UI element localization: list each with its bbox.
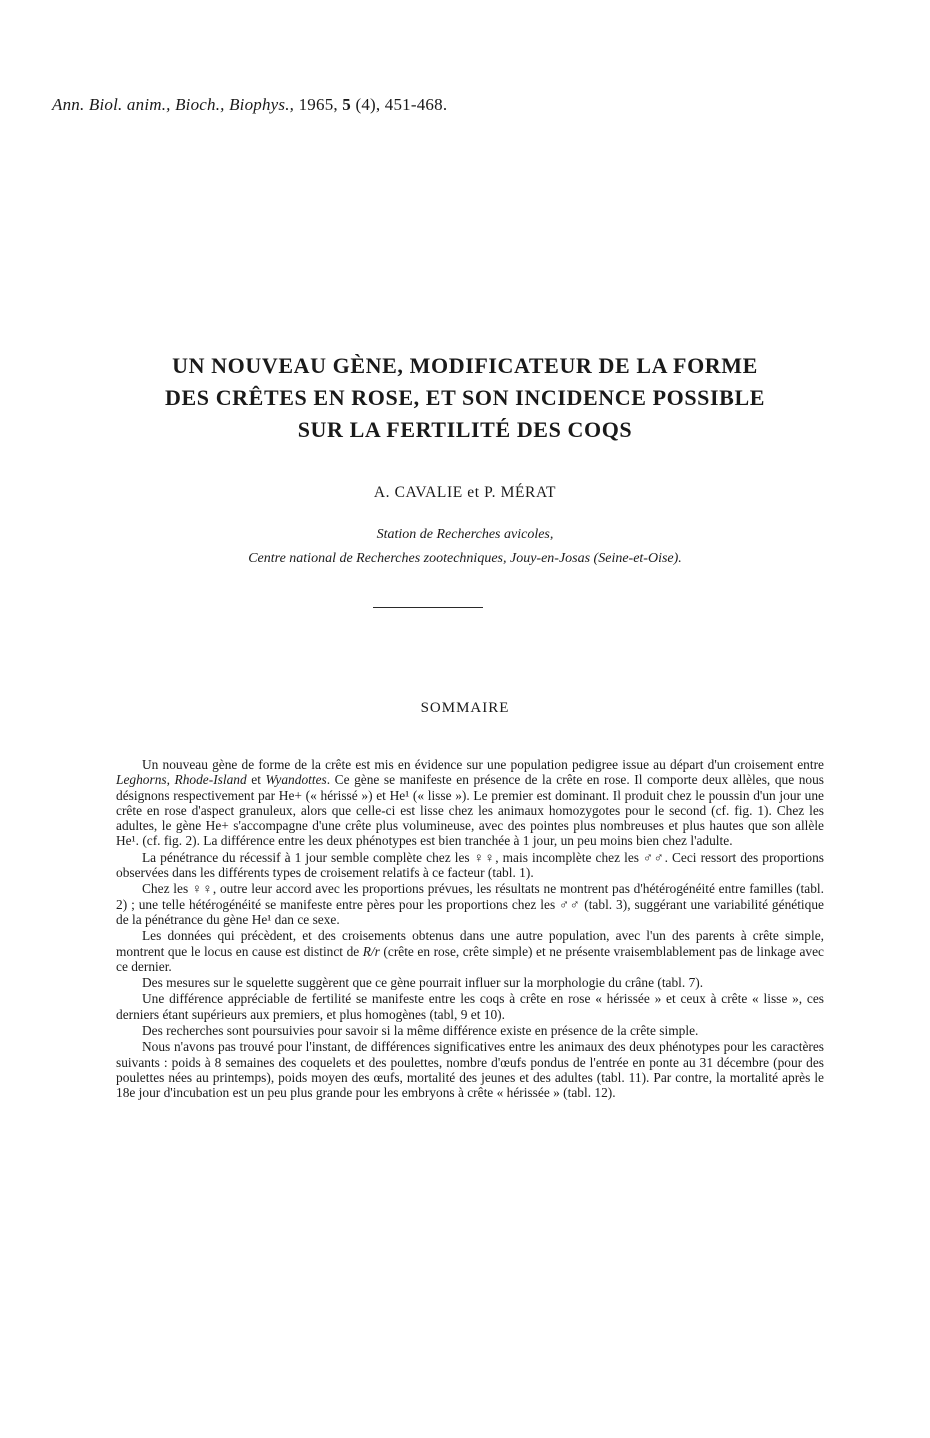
- citation-year: 1965,: [298, 95, 338, 114]
- summary-body: [116, 757, 824, 1102]
- summary-paragraph: Chez les ♀♀, outre leur accord avec les proportions prévues, les résultats ne montrent pas d'hétérogénéité entre familles (tabl. 2) ; une telle hétérogénéité se manifeste entre pères pour les proportions chez les ♂♂ (tabl. 3), suggérant une variabilité génétique de la pénétrance du gène He¹ dan ce sexe.: [116, 881, 824, 927]
- summary-paragraph: Une différence appréciable de fertilité se manifeste entre les coqs à crête en rose « hérissée » et ceux à crête « lisse », ces derniers étant supérieurs aux premiers, et plus homogènes (tabl, 9 et 10).: [116, 991, 824, 1022]
- breed-name: Leghorns: [116, 772, 167, 788]
- section-heading: SOMMAIRE: [420, 700, 510, 716]
- journal-citation: [52, 95, 447, 115]
- summary-paragraph: La pénétrance du récessif à 1 jour semble complète chez les ♀♀, mais incomplète chez les ♂♂. Ceci ressort des proportions observées dans les différents types de croisement relatifs à ce facteur (tabl. 1).: [116, 849, 824, 881]
- title-line: DES CRÊTES EN ROSE, ET SON INCIDENCE POSSIBLE: [165, 385, 765, 410]
- article-title: [40, 350, 890, 446]
- affiliation-line: Station de Recherches avicoles,: [376, 527, 554, 542]
- title-line: SUR LA FERTILITÉ DES COQS: [297, 417, 633, 442]
- breed-name: Rhode-Island: [174, 772, 247, 788]
- journal-name: Ann. Biol. anim., Bioch., Biophys.,: [52, 95, 295, 114]
- affiliation-line: Centre national de Recherches zootechniques, Jouy-en-Josas (Seine-et-Oise).: [248, 551, 682, 566]
- summary-paragraph: Nous n'avons pas trouvé pour l'instant, de différences significatives entre les animaux des deux phénotypes pour les caractères suivants : poids à 8 semaines des coquelets et des poulettes, nombre d'œufs pondus de l'entrée en ponte au 31 décembre (pour des poulettes nées au printemps), poids moyen des œufs, mortalité des jeunes et des adultes (tabl. 11). Par contre, la mortalité après le 18e jour d'incubation est un peu plus grande pour les embryons à crête « hérissée » (tabl. 12).: [116, 1039, 824, 1101]
- separator-rule: [373, 607, 483, 608]
- citation-issue-pages: (4), 451-468.: [355, 95, 448, 114]
- citation-volume: 5: [342, 95, 351, 114]
- authors: A. CAVALIE et P. MÉRAT: [373, 484, 557, 501]
- summary-paragraph: Des mesures sur le squelette suggèrent que ce gène pourrait influer sur la morphologie du crâne (tabl. 7).: [142, 975, 704, 991]
- locus-name: R/r: [362, 943, 380, 959]
- title-line: UN NOUVEAU GÈNE, MODIFICATEUR DE LA FORME: [172, 353, 758, 378]
- summary-paragraph: Les données qui précèdent, et des croisements obtenus dans une autre population, avec l'un des parents à crête simple, montrent que le locus en cause est distinct de R/r (crête en rose, crête simple) et ne présente vraisemblablement pas de linkage avec ce dernier.: [116, 928, 824, 974]
- affiliation: [0, 523, 930, 571]
- summary-paragraph: Un nouveau gène de forme de la crête est mis en évidence sur une population pedigree issue au départ d'un croisement entre Leghorns, Rhode-Island et Wyandottes. Ce gène se manifeste en présence de la crête en rose. Il comporte deux allèles, que nous désignons respectivement par He+ (« hérissé ») et He¹ (« lisse »). Le premier est dominant. Il produit chez le poussin d'un jour une crête en rose d'aspect granuleux, alors que celle-ci est lisse chez les animaux homozygotes pour le second (cf. fig. 1). Chez les adultes, le gène He+ s'accompagne d'une crête plus volumineuse, avec des pointes plus nombreuses et plus hautes que son allèle He¹. (cf. fig. 2). La différence entre les deux phénotypes est bien tranchée à 1 jour, un peu moins bien chez l'adulte.: [116, 757, 825, 849]
- breed-name: Wyandottes: [265, 772, 327, 788]
- summary-paragraph: Des recherches sont poursuivies pour savoir si la même différence existe en présence de la crête simple.: [142, 1023, 699, 1039]
